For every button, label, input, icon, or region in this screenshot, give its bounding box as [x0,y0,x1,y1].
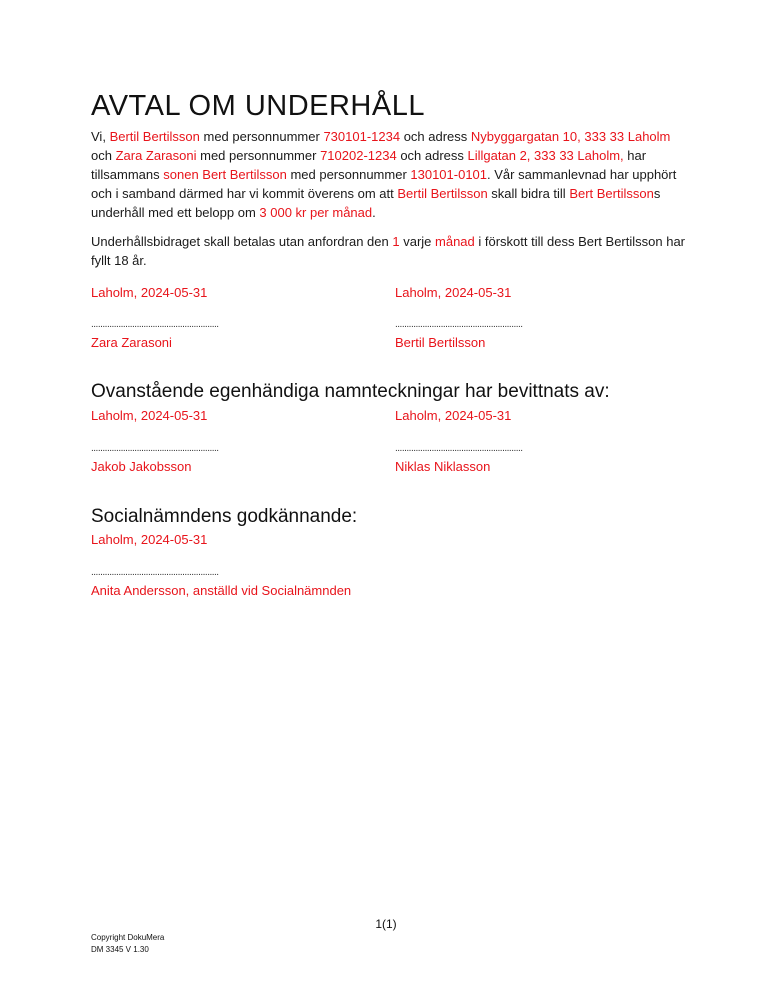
footer-document-id: DM 3345 V 1.30 [91,945,149,954]
approval-heading: Socialnämndens godkännande: [91,506,358,527]
signature-right-name: Bertil Bertilsson [395,335,486,350]
text: och adress [396,148,468,163]
text: och [91,148,116,163]
text: och adress [400,129,471,144]
signature-right-place-date: Laholm, 2024-05-31 [395,285,512,300]
approval-name: Anita Andersson, anställd vid Socialnämnden [91,583,352,598]
payment-day: 1 [392,234,400,249]
witness-left-place-date: Laholm, 2024-05-31 [91,408,208,423]
text: . [372,205,376,220]
party1-personnummer: 730101-1234 [323,129,401,144]
child-personnummer: 130101-0101 [410,167,488,182]
party1-name: Bertil Bertilsson [109,129,200,144]
page-number: 1(1) [375,917,397,931]
signature-line-right: ........................................................ [395,319,523,330]
child-name: sonen Bert Bertilsson [163,167,287,182]
payment-terms-paragraph [91,232,691,270]
text: med personnummer [199,129,324,144]
recipient-name: Bert Bertilsson [569,186,654,201]
witness-line-left: ........................................................ [91,443,219,454]
payer-name: Bertil Bertilsson [397,186,488,201]
witness-line-right: ........................................................ [395,443,523,454]
text: Vi, [91,129,110,144]
text: i förskott till dess Bert Bertilsson har fyllt 18 år. [91,234,686,268]
party2-name: Zara Zarasoni [115,148,197,163]
text: varje [399,234,436,249]
text: Underhållsbidraget skall betalas utan anfordran den [91,234,393,249]
witness-right-name: Niklas Niklasson [395,459,491,474]
party2-address: Lillgatan 2, 333 33 Laholm, [467,148,624,163]
maintenance-amount: 3 000 kr per månad [259,205,373,220]
witnesses-heading: Ovanstående egenhändiga namnteckningar har bevittnats av: [91,381,610,402]
witness-left-name: Jakob Jakobsson [91,459,192,474]
signature-line-left: ........................................................ [91,319,219,330]
text: skall bidra till [487,186,570,201]
text: . Vår sammanlevnad har upphört och i samband därmed har vi kommit överens om att [91,167,677,201]
signature-left-place-date: Laholm, 2024-05-31 [91,285,208,300]
signature-left-name: Zara Zarasoni [91,335,172,350]
party2-personnummer: 710202-1234 [320,148,397,163]
witness-right-place-date: Laholm, 2024-05-31 [395,408,512,423]
approval-signature-line: ........................................................ [91,567,219,578]
document-title: AVTAL OM UNDERHÅLL [91,90,425,122]
approval-place-date: Laholm, 2024-05-31 [91,532,208,547]
payment-period: månad [435,234,475,249]
agreement-paragraph [91,127,691,222]
party1-address: Nybyggargatan 10, 333 33 Laholm [470,129,671,144]
footer-copyright: Copyright DokuMera [91,933,165,942]
text: med personnummer [196,148,321,163]
text: s underhåll med ett belopp om [91,186,661,220]
text: har tillsammans [91,148,647,182]
text: med personnummer [286,167,411,182]
